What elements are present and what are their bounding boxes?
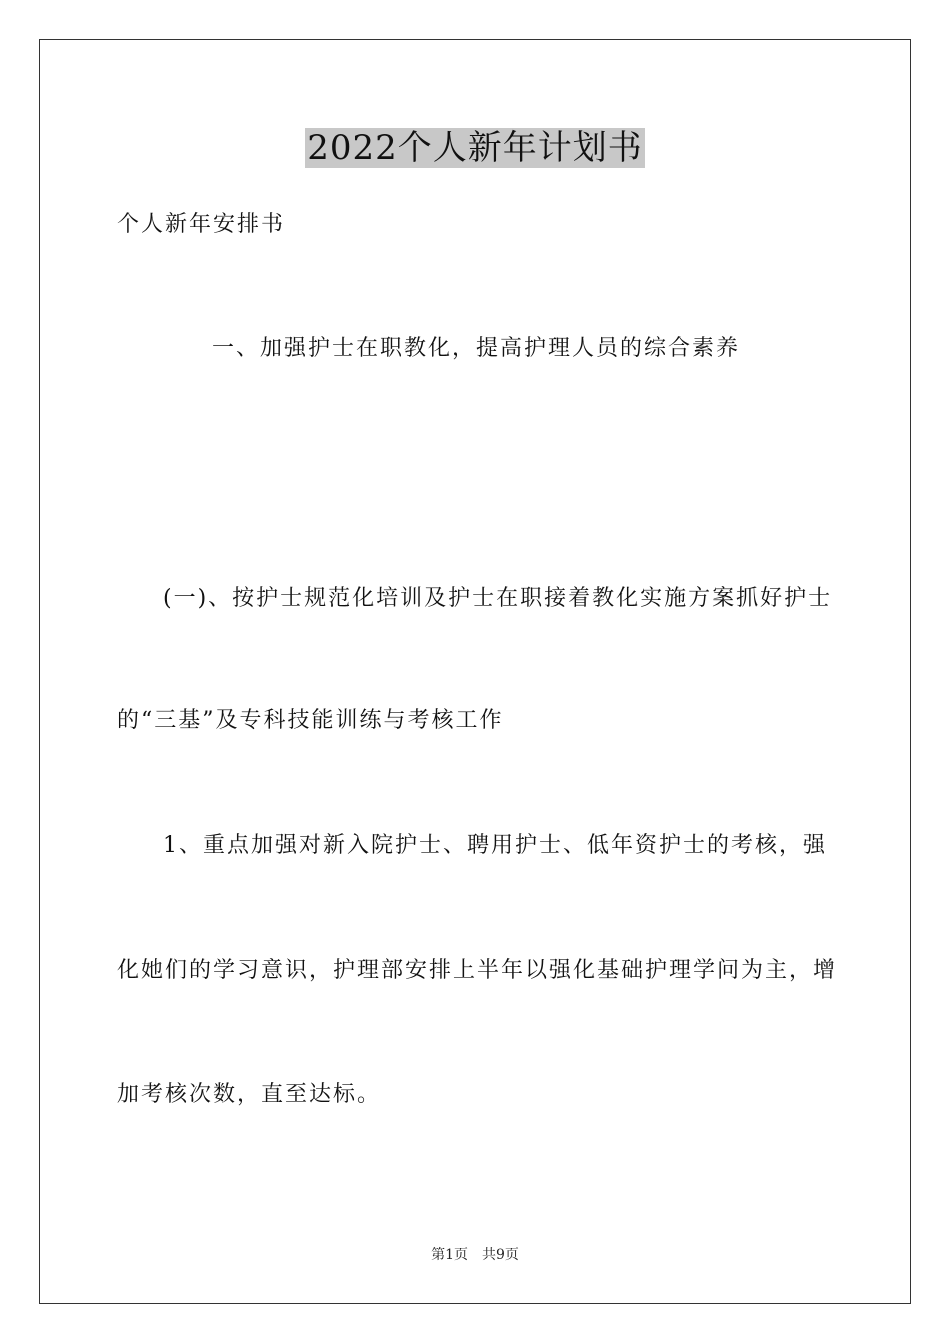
paragraph-2-line-2: 化她们的学习意识，护理部安排上半年以强化基础护理学问为主，增	[117, 958, 838, 983]
paragraph-1-line-2: 的“三基”及专科技能训练与考核工作	[117, 708, 504, 733]
document-title-text: 2022个人新年计划书	[307, 128, 643, 168]
page-footer	[0, 1246, 950, 1264]
section-heading: 一、加强护士在职教化，提高护理人员的综合素养	[212, 336, 741, 361]
page-number: 第1页	[431, 1247, 468, 1263]
paragraph-1-line-1: (一)、按护士规范化培训及护士在职接着教化实施方案抓好护士	[163, 586, 833, 611]
document-title	[0, 128, 950, 168]
paragraph-2-line-1: 1、重点加强对新入院护士、聘用护士、低年资护士的考核，强	[163, 833, 827, 858]
paragraph-2-line-3: 加考核次数，直至达标。	[117, 1082, 382, 1107]
page-total: 共9页	[482, 1247, 519, 1263]
document-subtitle: 个人新年安排书	[117, 212, 286, 237]
